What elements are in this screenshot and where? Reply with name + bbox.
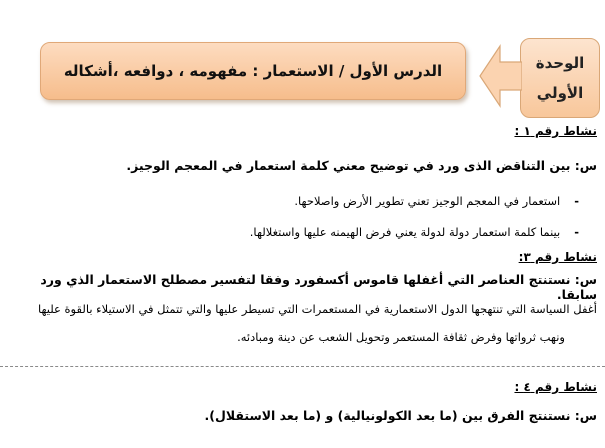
activity-3-answer-line-1: أغفل السياسة التي تنتهجها الدول الاستعمارية في المستعمرات التي تسيطر عليها والتي تتمثل في الاستيلاء بالقوة عليها [37, 302, 597, 316]
activity-1-bullet-2 [250, 225, 579, 239]
bullet-text: بينما كلمة استعمار دولة لدولة يعني فرض الهيمنه عليها واستغلالها. [249, 225, 561, 239]
activity-3-question: س: نستنتج العناصر التي أغفلها قاموس أكسفورد وفقا لتفسير مصطلح الاستعمار الذي ورد سابقا. [40, 272, 597, 302]
activity-1-question: س: بين التناقض الذى ورد في توضيح معني كلمة استعمار في المعجم الوجيز. [126, 158, 597, 173]
activity-3-answer-line-2: ونهب ثرواتها وفرض ثقافة المستعمر وتحويل الشعب عن دينة ومبادئه. [237, 330, 565, 344]
activity-4-heading: نشاط رقم ٤ : [514, 380, 597, 394]
bullet-dash: - [574, 225, 579, 239]
activity-1-heading: نشاط رقم ١ : [514, 124, 597, 138]
lesson-title-banner [40, 42, 466, 100]
unit-label-line1: الوحدة [535, 54, 585, 72]
unit-label-box [520, 38, 600, 118]
activity-4-question: س: نستنتج الفرق بين (ما بعد الكولونيالية) و (ما بعد الاستقلال). [204, 408, 597, 423]
left-arrow-icon [478, 44, 522, 108]
activity-3-heading: نشاط رقم ٣: [518, 250, 597, 264]
bullet-dash: - [574, 194, 579, 208]
bullet-text: استعمار في المعجم الوجيز تعني تطوير الأرض واصلاحها. [294, 194, 561, 208]
lesson-title: الدرس الأول / الاستعمار : مفهومه ، دوافعه ،أشكاله [63, 62, 443, 80]
unit-label-line2: الأولي [536, 84, 584, 102]
activity-1-bullet-1 [294, 194, 579, 208]
section-divider [0, 366, 605, 367]
